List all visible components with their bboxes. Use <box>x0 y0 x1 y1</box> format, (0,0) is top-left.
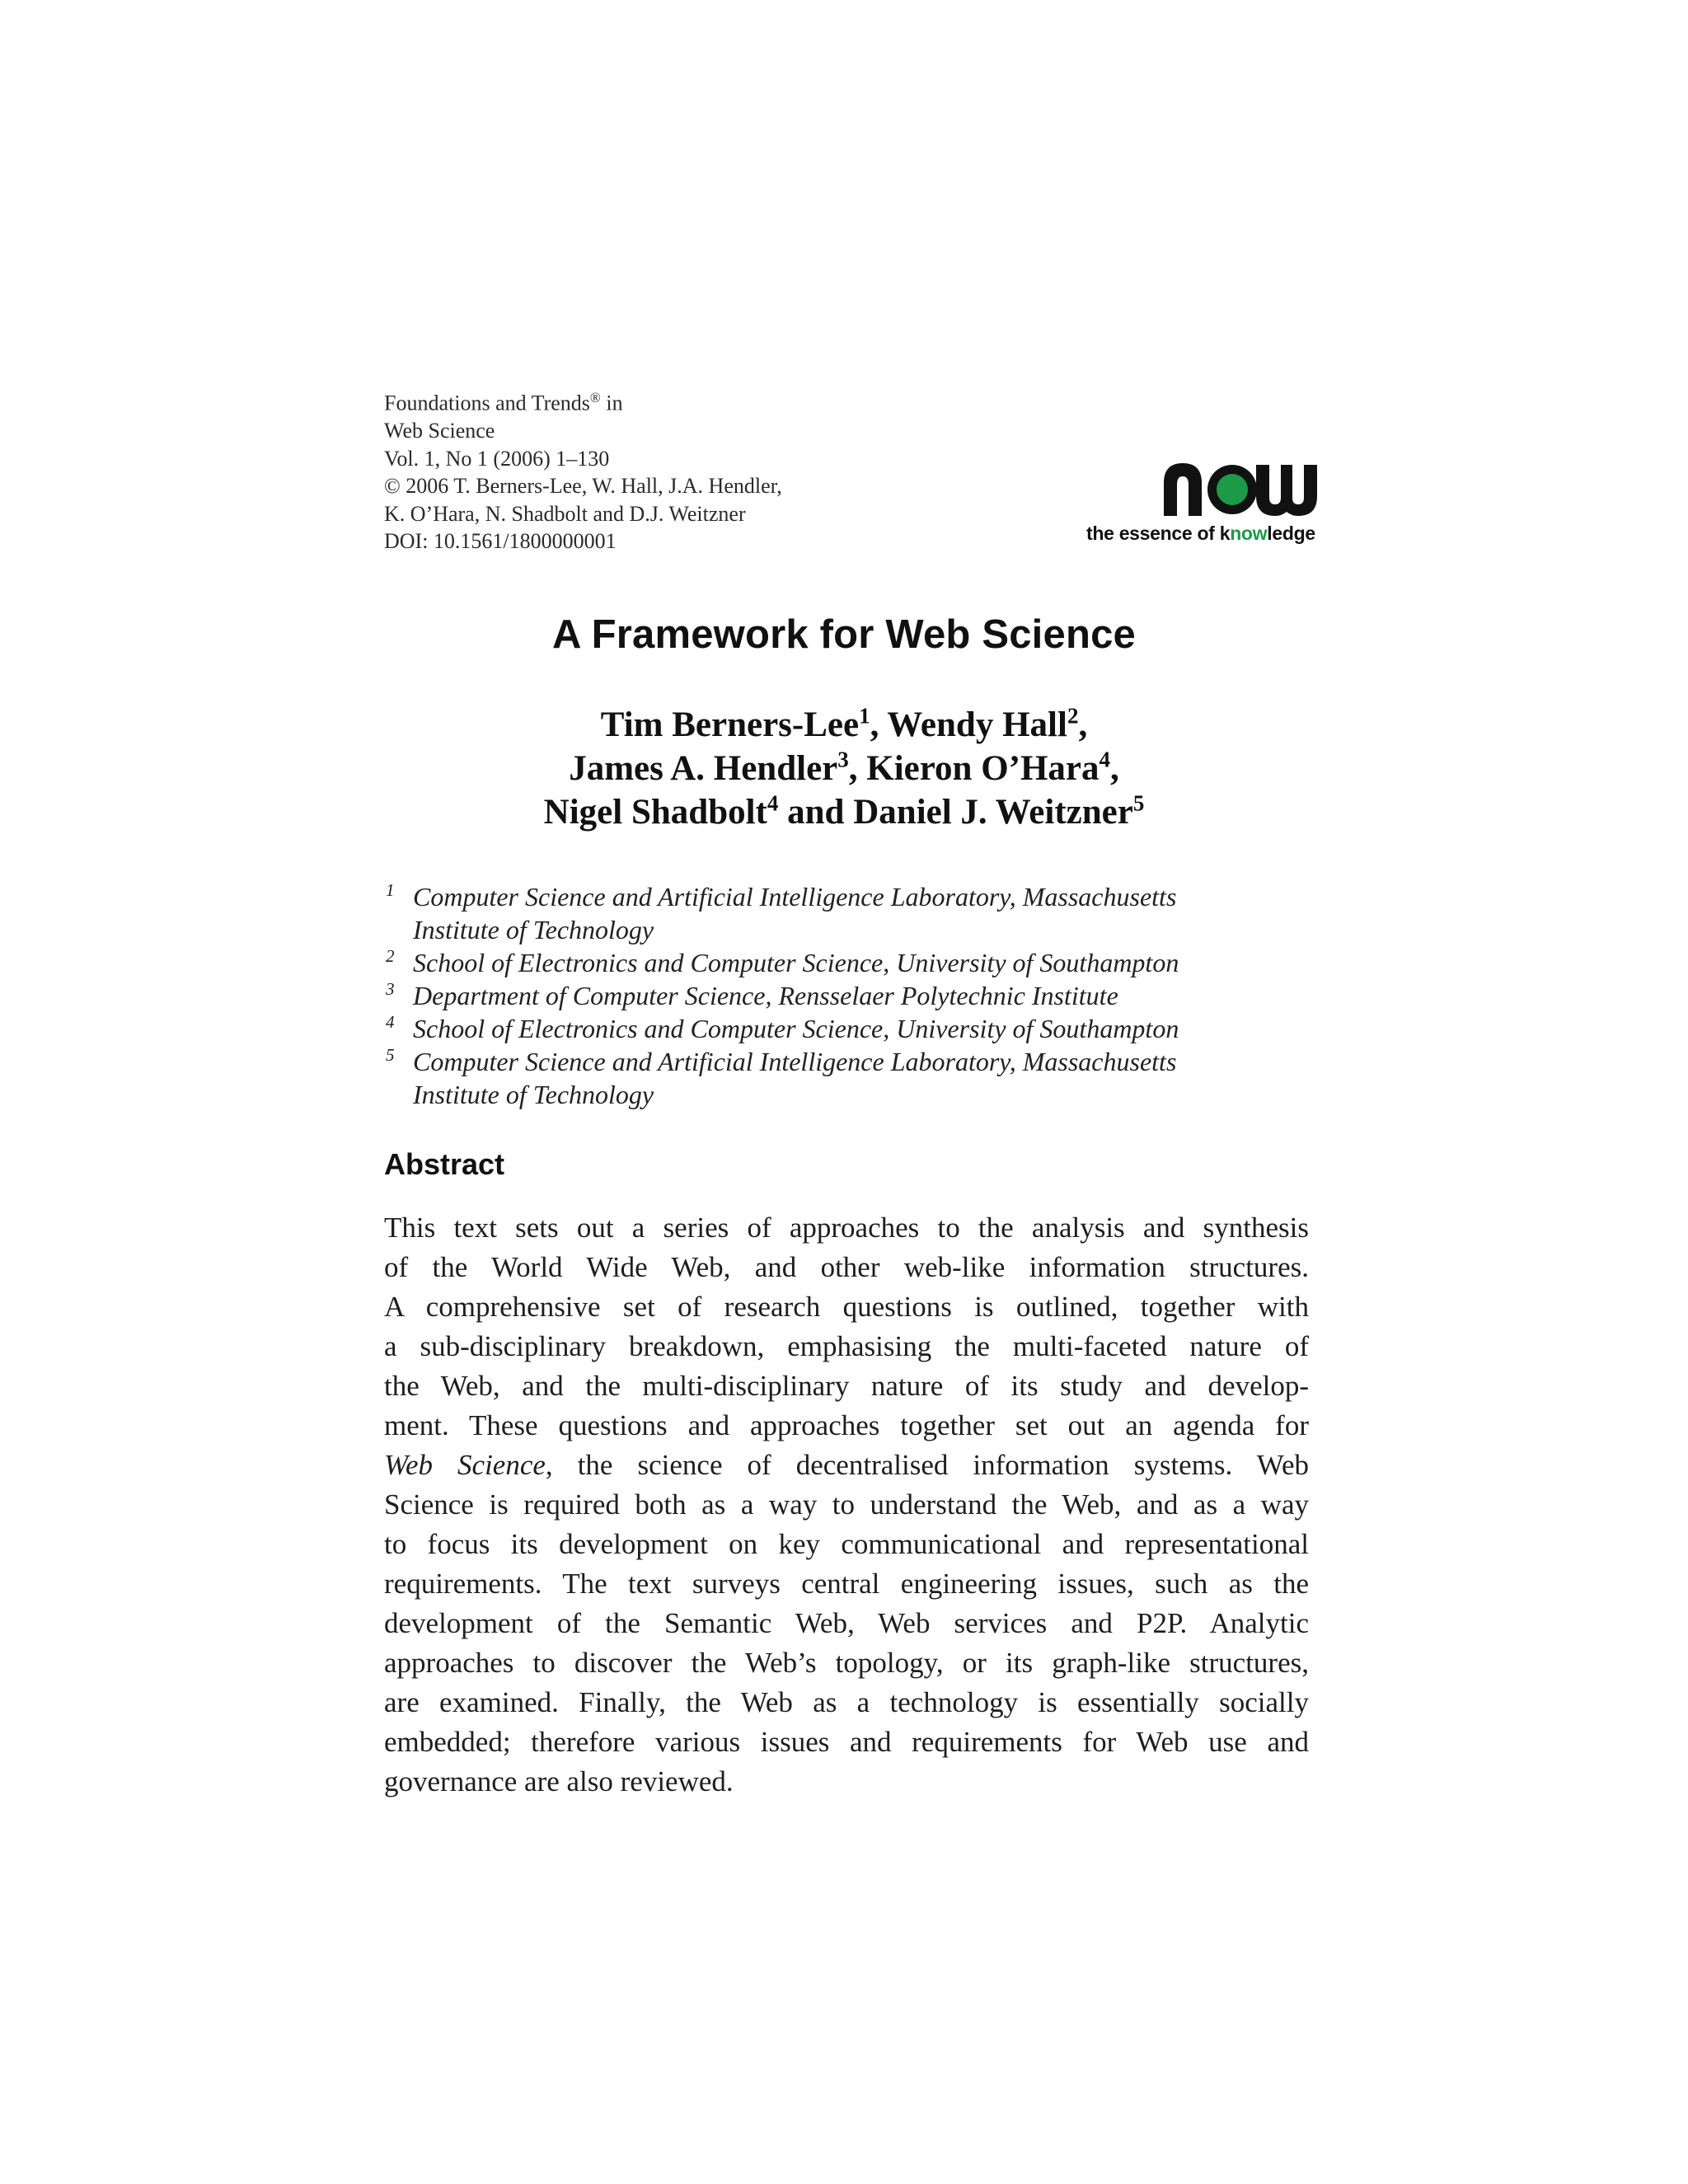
journal-info <box>384 384 895 555</box>
author-separator: , <box>1078 705 1088 744</box>
author-list <box>0 703 1688 834</box>
affiliation-text: Department of Computer Science, Rensselaer Polytechnic Institute <box>413 981 1118 1010</box>
abstract-line: a sub-disciplinary breakdown, emphasising the multi-faceted nature of <box>384 1330 1309 1362</box>
affiliation-text: School of Electronics and Computer Science, University of Southampton <box>413 948 1179 977</box>
affiliation-item <box>384 880 1324 946</box>
author-affiliation-mark: 4 <box>767 790 779 816</box>
author-affiliation-mark: 1 <box>859 703 870 729</box>
affiliation-item <box>384 1012 1324 1045</box>
affiliation-item <box>384 979 1324 1012</box>
tagline-k: k <box>1219 523 1231 544</box>
abstract-body <box>384 1208 1309 1802</box>
author-separator: , <box>848 749 867 788</box>
abstract-line: ment. These questions and approaches together set out an agenda for <box>384 1409 1309 1441</box>
author-name: Wendy Hall <box>887 705 1067 744</box>
publisher-tagline <box>1086 523 1315 545</box>
author-line-2 <box>0 747 1688 790</box>
journal-series-suffix: in <box>600 391 623 415</box>
affiliation-text: Computer Science and Artificial Intelligence Laboratory, Massachusetts <box>413 882 1177 912</box>
abstract-line-rest: , the science of decentralised information systems. Web <box>545 1449 1309 1481</box>
abstract-line: the Web, and the multi-disciplinary nature of its study and develop- <box>384 1370 1309 1402</box>
affiliation-item <box>384 946 1324 979</box>
affiliation-number: 4 <box>386 1012 395 1032</box>
author-separator: , <box>870 705 888 744</box>
abstract-line: embedded; therefore various issues and requirements for Web use and <box>384 1726 1309 1758</box>
abstract-line: development of the Semantic Web, Web services and P2P. Analytic <box>384 1607 1309 1639</box>
author-name: Nigel Shadbolt <box>543 793 767 832</box>
author-affiliation-mark: 3 <box>837 747 849 772</box>
affiliation-number: 3 <box>386 979 395 999</box>
journal-series-line <box>384 384 895 417</box>
author-name: Daniel J. Weitzner <box>853 793 1133 832</box>
author-separator: , <box>1110 749 1119 788</box>
abstract-line: This text sets out a series of approaches to the analysis and synthesis <box>384 1212 1309 1244</box>
abstract-line: Science is required both as a way to understand the Web, and as a way <box>384 1488 1309 1521</box>
tagline-prefix: the essence of <box>1086 523 1220 544</box>
now-logo-icon <box>1080 452 1319 518</box>
affiliation-text: Institute of Technology <box>413 1080 654 1109</box>
affiliation-list <box>384 880 1324 1111</box>
abstract-line: A comprehensive set of research questions is outlined, together with <box>384 1291 1309 1323</box>
abstract-line: governance are also reviewed. <box>384 1765 734 1797</box>
copyright-line: © 2006 T. Berners-Lee, W. Hall, J.A. Hendler, <box>384 474 782 499</box>
abstract-line: requirements. The text surveys central engineering issues, such as the <box>384 1568 1309 1600</box>
author-affiliation-mark: 5 <box>1132 790 1145 816</box>
journal-series-name: Foundations and Trends <box>384 391 590 415</box>
author-line-1 <box>0 703 1688 747</box>
author-name: Kieron O’Hara <box>866 749 1100 788</box>
affiliation-text: Institute of Technology <box>413 915 654 944</box>
registered-mark: ® <box>589 390 601 405</box>
author-line-3 <box>0 790 1688 834</box>
author-separator: and <box>778 793 854 832</box>
affiliation-text: Computer Science and Artificial Intelligence Laboratory, Massachusetts <box>413 1047 1177 1076</box>
abstract-line <box>384 1446 1309 1485</box>
affiliation-number: 5 <box>386 1045 395 1065</box>
journal-volume: Vol. 1, No 1 (2006) 1–130 <box>384 446 610 471</box>
author-name: Tim Berners-Lee <box>600 705 860 744</box>
author-affiliation-mark: 4 <box>1099 747 1111 772</box>
author-name: James A. Hendler <box>569 749 838 788</box>
affiliation-item <box>384 1045 1324 1111</box>
tagline-suffix: ledge <box>1267 523 1315 544</box>
paper-title: A Framework for Web Science <box>552 612 1136 657</box>
emphasis-web-science: Web Science <box>384 1449 546 1481</box>
tagline-accent: now <box>1230 523 1268 544</box>
abstract-line: approaches to discover the Web’s topology, or its graph-like structures, <box>384 1647 1309 1679</box>
copyright-line-cont: K. O’Hara, N. Shadbolt and D.J. Weitzner <box>384 501 746 526</box>
affiliation-text: School of Electronics and Computer Science, University of Southampton <box>413 1014 1179 1043</box>
abstract-heading: Abstract <box>384 1147 505 1181</box>
abstract-line: are examined. Finally, the Web as a technology is essentially socially <box>384 1686 1309 1718</box>
doi: DOI: 10.1561/1800000001 <box>384 529 617 554</box>
abstract-line: of the World Wide Web, and other web-like information structures. <box>384 1251 1309 1283</box>
affiliation-number: 1 <box>386 880 395 900</box>
affiliation-number: 2 <box>386 946 395 966</box>
journal-name: Web Science <box>384 419 495 443</box>
abstract-line: to focus its development on key communicational and representational <box>384 1528 1309 1560</box>
author-affiliation-mark: 2 <box>1067 703 1079 729</box>
